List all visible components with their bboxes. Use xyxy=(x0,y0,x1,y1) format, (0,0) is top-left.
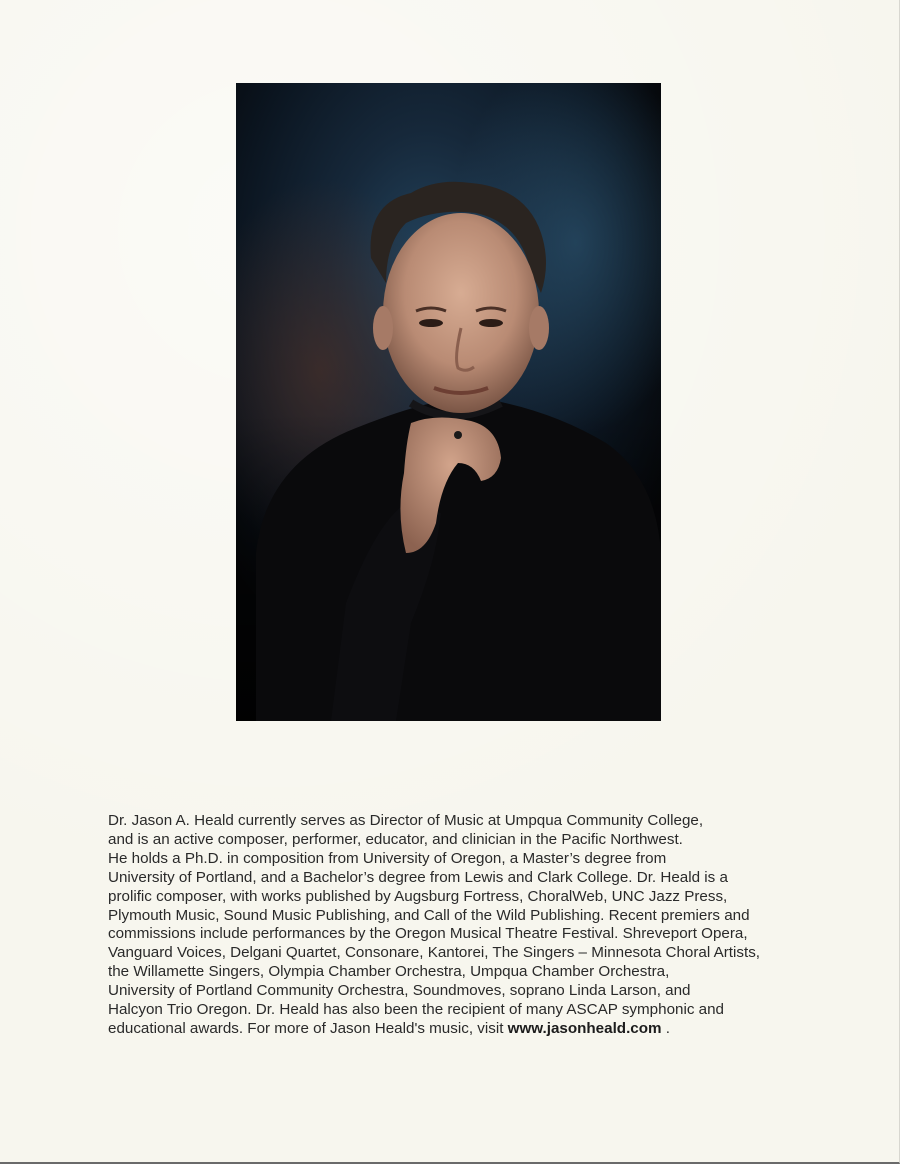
bio-line: University of Portland, and a Bachelor’s degree from Lewis and Clark College. Dr. Heald is a xyxy=(108,868,728,886)
bio-line: the Willamette Singers, Olympia Chamber Orchestra, Umpqua Chamber Orchestra, xyxy=(108,963,670,981)
bio-line: and is an active composer, performer, educator, and clinician in the Pacific Northwest. xyxy=(108,830,683,848)
bio-line: He holds a Ph.D. in composition from University of Oregon, a Master’s degree from xyxy=(108,849,667,867)
bio-line: prolific composer, with works published by Augsburg Fortress, ChoralWeb, UNC Jazz Press, xyxy=(108,887,728,905)
bio-last-line-suffix: . xyxy=(661,1019,670,1037)
biography-text xyxy=(108,812,828,1039)
bio-line: Halcyon Trio Oregon. Dr. Heald has also been the recipient of many ASCAP symphonic and xyxy=(108,1001,724,1019)
portrait-photo xyxy=(236,83,661,721)
bio-line: University of Portland Community Orchestra, Soundmoves, soprano Linda Larson, and xyxy=(108,982,691,1000)
bio-last-line-prefix: educational awards. For more of Jason Heald's music, visit xyxy=(108,1019,508,1037)
bio-line: Vanguard Voices, Delgani Quartet, Consonare, Kantorei, The Singers – Minnesota Choral Artists, xyxy=(108,944,761,962)
biography-paragraph xyxy=(108,812,828,1039)
website-link[interactable]: www.jasonheald.com xyxy=(507,1019,662,1037)
bio-line: Dr. Jason A. Heald currently serves as Director of Music at Umpqua Community College, xyxy=(108,812,704,829)
bio-line: commissions include performances by the Oregon Musical Theatre Festival. Shreveport Opera, xyxy=(108,925,748,943)
bio-last-line xyxy=(108,1020,828,1039)
bio-line: Plymouth Music, Sound Music Publishing, and Call of the Wild Publishing. Recent premiers and xyxy=(108,906,750,924)
